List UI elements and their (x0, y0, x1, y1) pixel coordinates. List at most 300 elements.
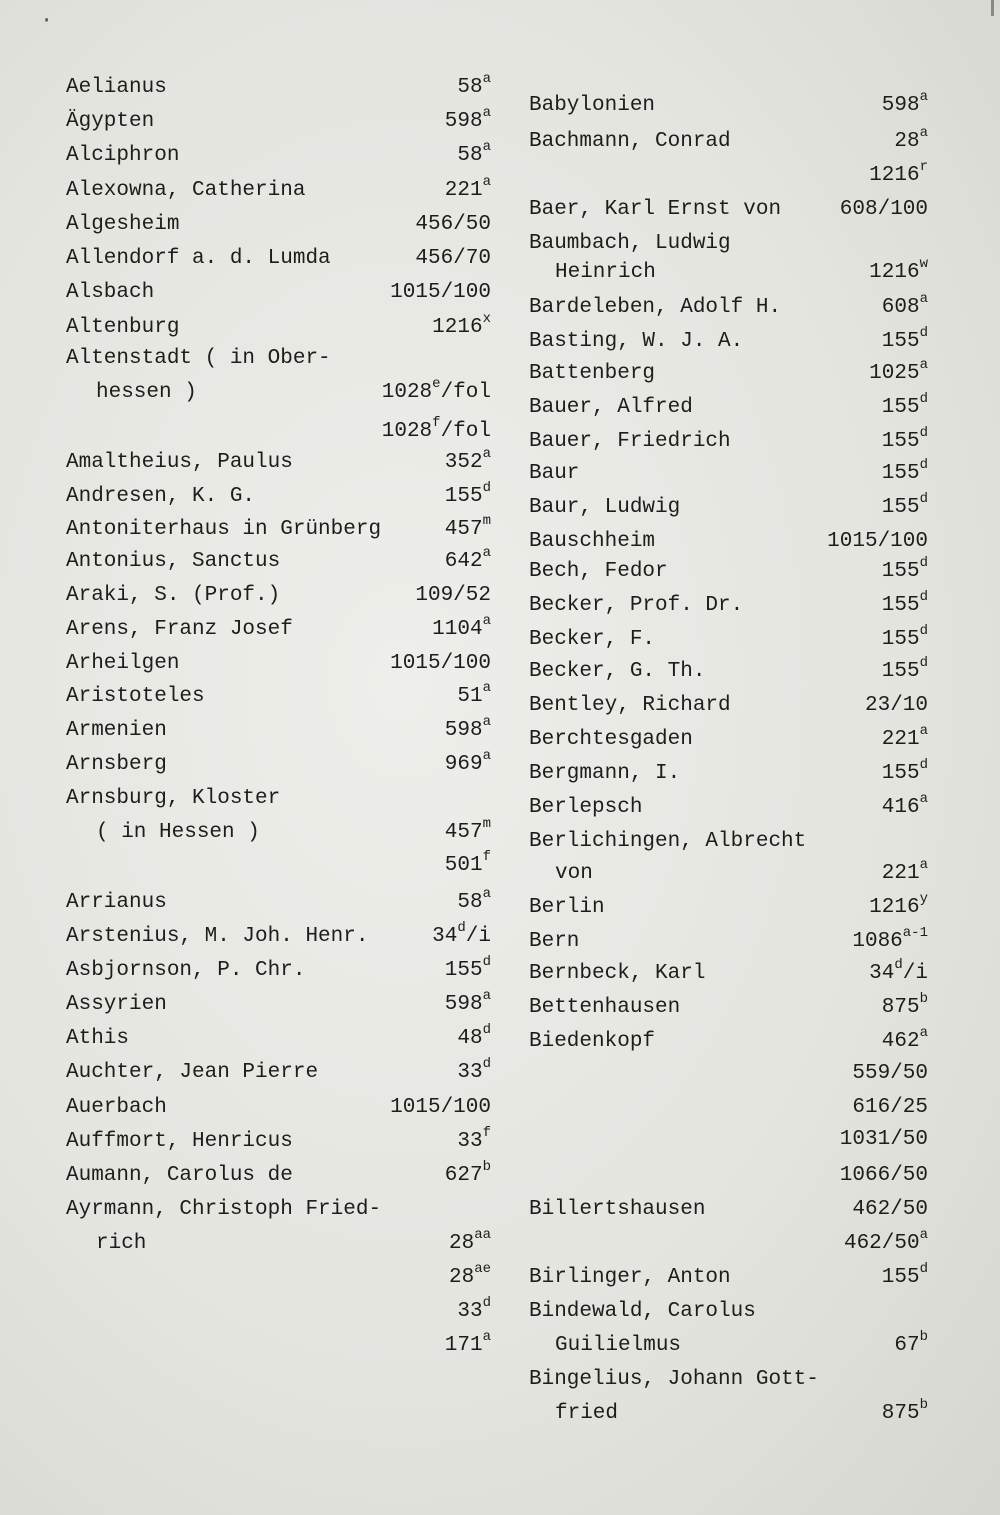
reference-superscript: x (482, 311, 491, 327)
entry-term: Baer, Karl Ernst von (529, 198, 782, 221)
reference-number: 155 (881, 496, 920, 519)
entry-term: Becker, Prof. Dr. (529, 594, 744, 617)
reference-number: 598 (881, 94, 920, 117)
reference-suffix: /i (465, 925, 491, 948)
entry-reference (882, 90, 928, 122)
index-entry (0, 1194, 505, 1226)
reference-number: 416 (881, 796, 920, 819)
index-entry (0, 1296, 505, 1328)
index-entry (0, 416, 505, 448)
entry-reference (449, 1262, 491, 1294)
entry-term: Aristoteles (66, 685, 205, 708)
reference-superscript: e (432, 376, 441, 392)
reference-superscript: ae (474, 1261, 491, 1277)
index-entry (505, 1228, 1000, 1260)
reference-number: 155 (881, 330, 920, 353)
entry-reference (882, 624, 928, 656)
index-entry (0, 817, 505, 849)
reference-number: 33 (457, 1300, 483, 1323)
index-entry (505, 458, 1000, 490)
entry-reference (445, 715, 491, 747)
reference-number: 28 (894, 130, 920, 153)
entry-reference (869, 257, 928, 289)
reference-superscript: r (919, 159, 928, 175)
index-entry (0, 783, 505, 815)
entry-reference (869, 958, 928, 990)
reference-superscript: d (482, 1022, 491, 1038)
reference-superscript: b (919, 1397, 928, 1413)
entry-reference (882, 392, 928, 424)
reference-number: 155 (881, 560, 920, 583)
entry-reference (852, 1194, 928, 1226)
index-entry (0, 715, 505, 747)
entry-term: Bentley, Richard (529, 694, 731, 717)
entry-reference (882, 724, 928, 756)
index-entry (0, 1092, 505, 1124)
entry-reference (882, 1026, 928, 1058)
entry-reference (882, 1398, 928, 1430)
entry-term: Guilielmus (555, 1334, 682, 1357)
entry-term: Heinrich (555, 261, 656, 284)
index-entry (505, 526, 1000, 558)
reference-superscript: a (482, 613, 491, 629)
reference-number: 875 (881, 996, 920, 1019)
reference-number: 58 (457, 144, 483, 167)
entry-term: Antoniterhaus in Grünberg (66, 518, 382, 541)
entry-reference (882, 1262, 928, 1294)
reference-superscript: b (919, 991, 928, 1007)
index-entry (505, 194, 1000, 226)
index-entry (505, 1330, 1000, 1362)
entry-reference (457, 1023, 491, 1055)
reference-superscript: d (919, 757, 928, 773)
reference-superscript: d (919, 589, 928, 605)
index-entry (0, 447, 505, 479)
entry-term: Allendorf a. d. Lumda (66, 247, 331, 270)
index-entry (0, 989, 505, 1021)
reference-superscript: b (919, 1329, 928, 1345)
entry-term: ( in Hessen ) (96, 821, 260, 844)
index-entry (0, 312, 505, 344)
index-entry (505, 257, 1000, 289)
entry-term: Baumbach, Ludwig (529, 232, 731, 255)
reference-number: 28 (448, 1232, 475, 1255)
entry-term: Becker, F. (529, 628, 656, 651)
entry-term: Auchter, Jean Pierre (66, 1061, 319, 1084)
index-entry (0, 1330, 505, 1362)
entry-reference (445, 989, 491, 1021)
entry-term: Aumann, Carolus de (66, 1164, 293, 1187)
entry-reference (449, 1228, 491, 1260)
index-entry (505, 1124, 1000, 1156)
reference-number: 456/70 (415, 247, 491, 270)
reference-number: 462 (881, 1030, 920, 1053)
index-entry (505, 792, 1000, 824)
entry-term: Athis (66, 1027, 130, 1050)
index-entry (0, 343, 505, 375)
reference-superscript: f (482, 849, 491, 865)
entry-term: Babylonien (529, 94, 656, 117)
entry-reference (445, 546, 491, 578)
entry-term: Bauschheim (529, 530, 656, 553)
reference-number: 1031/50 (839, 1128, 928, 1151)
entry-term: Bech, Fedor (529, 560, 668, 583)
entry-reference (445, 955, 491, 987)
index-entry (505, 1026, 1000, 1058)
index-entry (505, 724, 1000, 756)
reference-superscript: d (457, 920, 466, 936)
reference-superscript: d (482, 1056, 491, 1072)
entry-reference (882, 792, 928, 824)
entry-term: Andresen, K. G. (66, 485, 256, 508)
index-entry (505, 292, 1000, 324)
reference-number: 58 (457, 76, 483, 99)
reference-superscript: d (919, 425, 928, 441)
reference-suffix: /fol (440, 420, 491, 443)
index-entry (505, 160, 1000, 192)
entry-reference (840, 194, 928, 226)
reference-superscript: d (919, 491, 928, 507)
index-entry (505, 590, 1000, 622)
entry-reference (390, 648, 491, 680)
reference-number: 1015/100 (827, 530, 928, 553)
entry-reference (457, 1296, 491, 1328)
reference-number: 875 (881, 1402, 920, 1425)
margin-dot: · (40, 8, 54, 33)
entry-reference (852, 1092, 928, 1124)
reference-number: 155 (881, 762, 920, 785)
reference-superscript: a (919, 723, 928, 739)
index-entry (0, 887, 505, 919)
reference-number: 33 (457, 1061, 483, 1084)
entry-reference (445, 175, 491, 207)
entry-term: Berlepsch (529, 796, 643, 819)
entry-term: rich (96, 1232, 147, 1255)
reference-superscript: aa (474, 1227, 491, 1243)
reference-number: 598 (444, 993, 483, 1016)
index-entry (505, 690, 1000, 722)
entry-reference (852, 926, 928, 958)
index-entry (505, 492, 1000, 524)
reference-number: 1216 (432, 316, 483, 339)
reference-superscript: d (919, 391, 928, 407)
entry-reference (882, 492, 928, 524)
entry-term: Billertshausen (529, 1198, 706, 1221)
entry-term: Ägypten (66, 110, 155, 133)
entry-reference (894, 126, 928, 158)
reference-number: 608 (881, 296, 920, 319)
reference-superscript: a (919, 89, 928, 105)
reference-superscript: a (482, 174, 491, 190)
reference-number: 608/100 (839, 198, 928, 221)
reference-superscript: a (919, 1227, 928, 1243)
entry-term: Baur, Ludwig (529, 496, 681, 519)
reference-superscript: d (919, 457, 928, 473)
entry-term: Arens, Franz Josef (66, 618, 293, 641)
corner-mark (991, 0, 994, 16)
entry-reference (882, 326, 928, 358)
entry-reference (432, 614, 491, 646)
reference-superscript: d (919, 655, 928, 671)
entry-reference (382, 416, 491, 448)
entry-reference (457, 887, 491, 919)
reference-superscript: f (482, 1125, 491, 1141)
reference-number: 48 (457, 1027, 483, 1050)
reference-number: 969 (444, 753, 483, 776)
reference-superscript: d (482, 1295, 491, 1311)
reference-number: 559/50 (852, 1062, 928, 1085)
entry-reference (445, 447, 491, 479)
entry-term: Berlin (529, 896, 605, 919)
entry-term: Bingelius, Johann Gott- (529, 1368, 819, 1391)
entry-reference (445, 106, 491, 138)
reference-superscript: a (919, 291, 928, 307)
index-entry (0, 106, 505, 138)
entry-reference (457, 1057, 491, 1089)
index-entry (505, 892, 1000, 924)
reference-superscript: a (482, 1329, 491, 1345)
entry-term: Altenstadt ( in Ober- (66, 347, 331, 370)
reference-number: 1028 (381, 420, 433, 443)
entry-term: Arheilgen (66, 652, 180, 675)
entry-term: Berlichingen, Albrecht (529, 830, 807, 853)
entry-term: Bindewald, Carolus (529, 1300, 756, 1323)
entry-reference (869, 892, 928, 924)
index-entry (0, 614, 505, 646)
index-entry (0, 681, 505, 713)
entry-term: Arnsberg (66, 753, 167, 776)
entry-reference (840, 1124, 928, 1156)
entry-reference (865, 690, 928, 722)
reference-number: 457 (444, 518, 483, 541)
entry-term: Antonius, Sanctus (66, 550, 281, 573)
entry-reference (852, 1058, 928, 1090)
index-entry (505, 426, 1000, 458)
entry-reference (882, 458, 928, 490)
reference-superscript: a (482, 886, 491, 902)
reference-number: 616/25 (852, 1096, 928, 1119)
reference-number: 1015/100 (390, 652, 491, 675)
index-entry (0, 546, 505, 578)
entry-term: Bern (529, 930, 580, 953)
index-entry (505, 1296, 1000, 1328)
reference-number: 221 (881, 862, 920, 885)
entry-term: fried (555, 1402, 619, 1425)
index-entry (0, 243, 505, 275)
entry-term: Bachmann, Conrad (529, 130, 731, 153)
entry-term: Bergmann, I. (529, 762, 681, 785)
index-entry (0, 1228, 505, 1260)
index-entry (505, 1398, 1000, 1430)
index-entry (0, 1262, 505, 1294)
reference-number: 33 (457, 1130, 483, 1153)
index-entry (505, 1160, 1000, 1192)
entry-term: Bettenhausen (529, 996, 681, 1019)
entry-reference (415, 580, 491, 612)
reference-number: 155 (881, 1266, 920, 1289)
reference-number: 171 (444, 1334, 483, 1357)
entry-reference (882, 758, 928, 790)
entry-term: Baur (529, 462, 580, 485)
entry-term: Becker, G. Th. (529, 660, 706, 683)
reference-superscript: y (919, 891, 928, 907)
reference-number: 1066/50 (839, 1164, 928, 1187)
entry-term: hessen ) (96, 381, 197, 404)
reference-number: 155 (881, 628, 920, 651)
reference-number: 221 (444, 179, 483, 202)
entry-term: Bernbeck, Karl (529, 962, 706, 985)
reference-number: 109/52 (415, 584, 491, 607)
entry-reference (827, 526, 928, 558)
index-entry (0, 140, 505, 172)
index-entry (505, 624, 1000, 656)
entry-reference (415, 243, 491, 275)
reference-number: 221 (881, 728, 920, 751)
index-entry (0, 580, 505, 612)
reference-number: 598 (444, 110, 483, 133)
entry-reference (844, 1228, 928, 1260)
entry-term: Algesheim (66, 213, 180, 236)
reference-number: 1216 (869, 164, 920, 187)
entry-term: Battenberg (529, 362, 656, 385)
entry-term: Arnsburg, Kloster (66, 787, 281, 810)
reference-number: 155 (444, 485, 483, 508)
reference-number: 1015/100 (390, 281, 491, 304)
index-entry (505, 858, 1000, 890)
reference-superscript: d (894, 957, 903, 973)
index-entry (0, 955, 505, 987)
reference-number: 462/50 (843, 1232, 920, 1255)
reference-number: 1086 (852, 930, 903, 953)
reference-number: 155 (881, 430, 920, 453)
reference-number: 155 (881, 660, 920, 683)
index-entry (0, 1160, 505, 1192)
reference-superscript: d (482, 480, 491, 496)
entry-reference (445, 1330, 491, 1362)
index-entry (505, 1058, 1000, 1090)
index-entry (0, 1057, 505, 1089)
reference-suffix: /i (902, 962, 928, 985)
reference-number: 457 (444, 821, 483, 844)
index-entry (505, 392, 1000, 424)
entry-reference (382, 377, 491, 409)
entry-reference (390, 277, 491, 309)
reference-number: 28 (448, 1266, 475, 1289)
entry-term: Altenburg (66, 316, 180, 339)
index-entry (0, 72, 505, 104)
reference-number: 1104 (432, 618, 483, 641)
reference-superscript: a (919, 857, 928, 873)
reference-superscript: f (432, 415, 441, 431)
entry-term: Alciphron (66, 144, 180, 167)
reference-superscript: m (482, 816, 491, 832)
entry-reference (882, 992, 928, 1024)
entry-term: Bardeleben, Adolf H. (529, 296, 782, 319)
entry-term: Armenien (66, 719, 167, 742)
entry-term: Auerbach (66, 1096, 167, 1119)
entry-reference (894, 1330, 928, 1362)
index-entry (0, 850, 505, 882)
entry-term: Alsbach (66, 281, 155, 304)
entry-reference (882, 556, 928, 588)
entry-reference (432, 312, 491, 344)
reference-superscript: a (482, 748, 491, 764)
index-entry (0, 209, 505, 241)
index-entry (505, 992, 1000, 1024)
reference-superscript: w (919, 256, 928, 272)
reference-number: 352 (444, 451, 483, 474)
entry-reference (869, 160, 928, 192)
index-entry (505, 926, 1000, 958)
entry-reference (445, 1160, 491, 1192)
entry-term: Birlinger, Anton (529, 1266, 731, 1289)
reference-superscript: d (482, 954, 491, 970)
entry-reference (882, 292, 928, 324)
entry-term: Amaltheius, Paulus (66, 451, 293, 474)
entry-term: Assyrien (66, 993, 167, 1016)
index-entry (505, 358, 1000, 390)
reference-superscript: a (482, 71, 491, 87)
reference-number: 155 (881, 594, 920, 617)
entry-reference (840, 1160, 928, 1192)
reference-superscript: a (919, 1025, 928, 1041)
reference-superscript: d (919, 1261, 928, 1277)
entry-reference (457, 140, 491, 172)
reference-superscript: a (919, 125, 928, 141)
entry-reference (432, 921, 491, 953)
reference-superscript: a-1 (902, 925, 928, 941)
entry-term: Basting, W. J. A. (529, 330, 744, 353)
index-entry (505, 556, 1000, 588)
index-entry (505, 1092, 1000, 1124)
index-entry (505, 826, 1000, 858)
reference-number: 1015/100 (390, 1096, 491, 1119)
reference-number: 598 (444, 719, 483, 742)
entry-term: Arstenius, M. Joh. Henr. (66, 925, 369, 948)
reference-superscript: a (482, 988, 491, 1004)
entry-reference (415, 209, 491, 241)
entry-reference (445, 481, 491, 513)
reference-superscript: d (919, 555, 928, 571)
entry-term: Berchtesgaden (529, 728, 693, 751)
reference-superscript: a (482, 139, 491, 155)
entry-reference (445, 514, 491, 546)
entry-term: Bauer, Alfred (529, 396, 693, 419)
entry-reference (445, 749, 491, 781)
entry-term: Ayrmann, Christoph Fried- (66, 1198, 382, 1221)
reference-superscript: m (482, 513, 491, 529)
reference-number: 34 (432, 925, 458, 948)
index-entry (0, 648, 505, 680)
index-entry (0, 175, 505, 207)
index-entry (505, 326, 1000, 358)
reference-number: 1028 (381, 381, 433, 404)
index-entry (505, 656, 1000, 688)
reference-superscript: a (482, 105, 491, 121)
index-entry (0, 1023, 505, 1055)
reference-number: 627 (444, 1164, 483, 1187)
reference-number: 23/10 (864, 694, 928, 717)
entry-reference (869, 358, 928, 390)
entry-term: Arrianus (66, 891, 167, 914)
reference-number: 34 (869, 962, 895, 985)
entry-term: Bauer, Friedrich (529, 430, 731, 453)
index-entry (0, 377, 505, 409)
index-entry (505, 90, 1000, 122)
entry-reference (882, 656, 928, 688)
reference-superscript: a (919, 357, 928, 373)
entry-reference (457, 1126, 491, 1158)
